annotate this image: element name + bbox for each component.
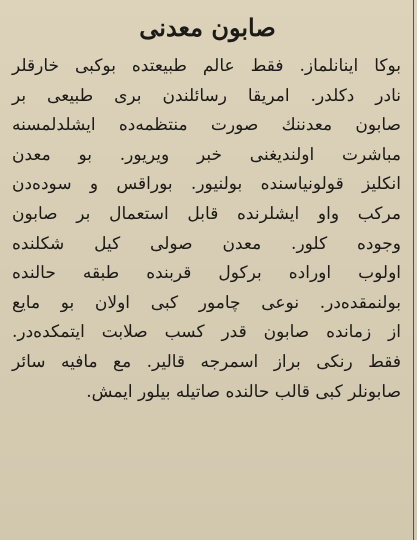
article-line: بوکا اینانلماز. فقط عالم طبیعتده بوکبی خارقلر (12, 56, 401, 76)
article-line: فقط رنکی براز اسمرجه قالیر. مع مافیه سائر (12, 351, 401, 372)
article-line: وجوده کلور. معدن صولی کیل شکلنده (12, 233, 401, 254)
article-title: صابون معدنی (139, 13, 276, 42)
article-line: اولوب اوراده برکول قربنده طبقه حالنده (12, 263, 401, 284)
article-body (10, 52, 405, 407)
article-line: بولنمقده‌در. نوعی چامور کبی اولان بو مایع (12, 292, 401, 313)
article-line: از زمانده صابون قدر کسب صلابت ایتمکده‌در. (12, 322, 401, 343)
column-rule (413, 0, 414, 540)
article-line: نادر دکلدر. امریقا رسائلندن بری طبیعی بر (12, 85, 401, 106)
article-line: مباشرت اولندیغنی خبر ویریور. بو معدن (12, 144, 401, 165)
article-line: صابونلر کبی قالب حالنده صاتیله بیلور ایمش. (86, 381, 401, 402)
article-line: انکلیز قولونیاسنده بولنیور. بوراقس و سوده‌دن (12, 174, 401, 195)
article-line: صابون معدننك صورت منتظمه‌ده ایشلدلمسنه (12, 115, 401, 136)
article-line: مرکب واو ایشلرنده قابل استعمال بر صابون (12, 203, 401, 224)
